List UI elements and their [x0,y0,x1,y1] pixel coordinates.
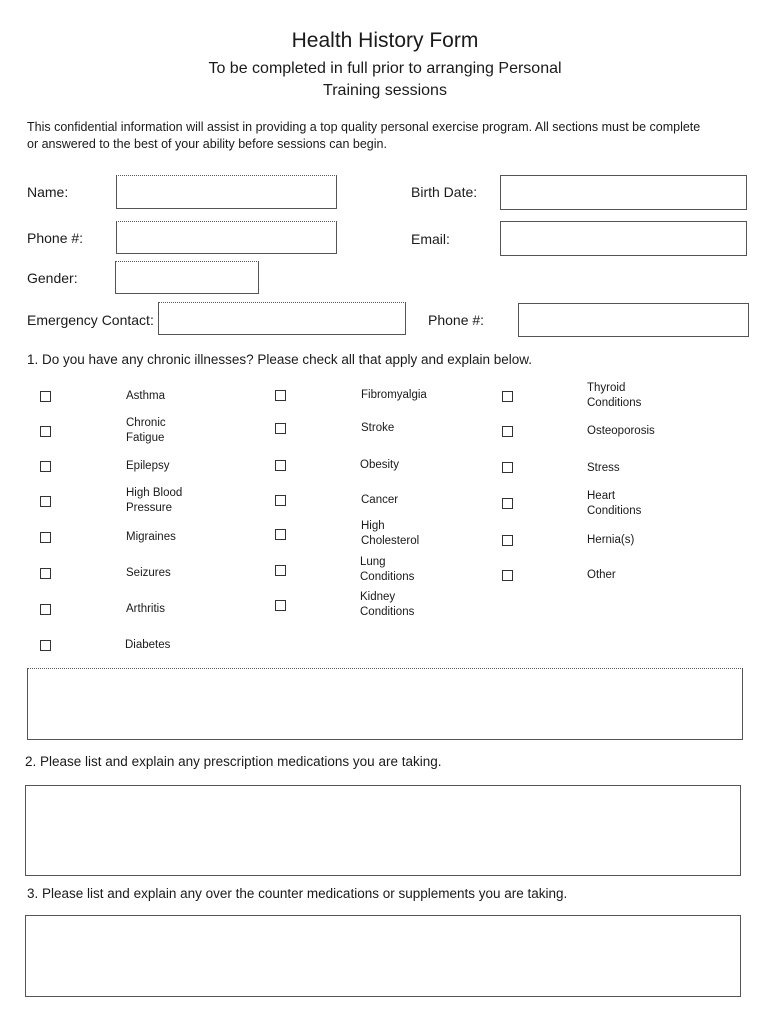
checkbox-stroke[interactable] [275,423,286,434]
option-other: Other [587,569,616,581]
option-cancer: Cancer [361,494,399,506]
birth-date-field[interactable] [500,175,747,210]
option-seizures: Seizures [126,567,171,579]
emergency-contact-field[interactable] [158,302,406,335]
option-fibromyalgia: Fibromyalgia [361,389,427,401]
birth-date-label: Birth Date: [411,184,478,200]
option-high-cholesterol: High Cholesterol [361,520,420,547]
intro-line-2: or answered to the best of your ability before sessions can begin. [27,137,387,151]
phone-label: Phone #: [27,230,84,246]
otc-medications-field[interactable] [25,915,741,997]
option-asthma: Asthma [126,390,165,402]
checkbox-high-blood-pressure[interactable] [40,496,51,507]
option-hernias: Hernia(s) [587,534,635,546]
option-chronic-fatigue: Chronic Fatigue [126,417,166,444]
option-thyroid-conditions: Thyroid Conditions [587,382,642,409]
checkbox-other[interactable] [502,570,513,581]
option-stress: Stress [587,462,620,474]
email-field[interactable] [500,221,747,256]
checkbox-kidney-conditions[interactable] [275,600,286,611]
prescription-medications-field[interactable] [25,785,741,876]
option-lung-conditions: Lung Conditions [360,556,415,583]
subtitle-line-1: To be completed in full prior to arranging Personal [208,60,562,77]
checkbox-migraines[interactable] [40,532,51,543]
checkbox-hernias[interactable] [502,535,513,546]
checkbox-obesity[interactable] [275,460,286,471]
checkbox-fibromyalgia[interactable] [275,390,286,401]
name-field[interactable] [116,175,337,209]
question-1: 1. Do you have any chronic illnesses? Please check all that apply and explain below. [27,352,533,367]
option-osteoporosis: Osteoporosis [587,425,655,437]
email-label: Email: [411,231,450,247]
phone-field[interactable] [116,221,337,254]
form-title: Health History Form [291,29,479,52]
option-high-blood-pressure: High Blood Pressure [126,487,183,514]
checkbox-stress[interactable] [502,462,513,473]
question-3: 3. Please list and explain any over the counter medications or supplements you are taking. [27,886,568,901]
illness-explanation-field[interactable] [27,668,743,740]
checkbox-epilepsy[interactable] [40,461,51,472]
emergency-contact-label: Emergency Contact: [27,312,154,328]
option-stroke: Stroke [361,422,395,434]
option-arthritis: Arthritis [126,603,165,615]
emergency-phone-field[interactable] [518,303,749,337]
form-subtitle [0,58,770,102]
name-label: Name: [27,184,69,200]
checkbox-heart-conditions[interactable] [502,498,513,509]
checkbox-osteoporosis[interactable] [502,426,513,437]
option-diabetes: Diabetes [125,639,171,651]
checkbox-diabetes[interactable] [40,640,51,651]
emergency-phone-label: Phone #: [428,312,485,328]
gender-field[interactable] [115,261,259,294]
intro-line-1: This confidential information will assist in providing a top quality personal exercise program. All sections must be complete [27,120,701,134]
intro-text [27,119,747,153]
checkbox-thyroid-conditions[interactable] [502,391,513,402]
checkbox-high-cholesterol[interactable] [275,529,286,540]
option-heart-conditions: Heart Conditions [587,490,642,517]
option-migraines: Migraines [126,531,176,543]
checkbox-cancer[interactable] [275,495,286,506]
option-kidney-conditions: Kidney Conditions [360,591,415,618]
option-obesity: Obesity [360,459,399,471]
question-2: 2. Please list and explain any prescription medications you are taking. [25,754,442,769]
gender-label: Gender: [27,270,78,286]
checkbox-seizures[interactable] [40,568,51,579]
checkbox-chronic-fatigue[interactable] [40,426,51,437]
checkbox-lung-conditions[interactable] [275,565,286,576]
checkbox-arthritis[interactable] [40,604,51,615]
option-epilepsy: Epilepsy [126,460,170,472]
subtitle-line-2: Training sessions [323,82,447,99]
checkbox-asthma[interactable] [40,391,51,402]
